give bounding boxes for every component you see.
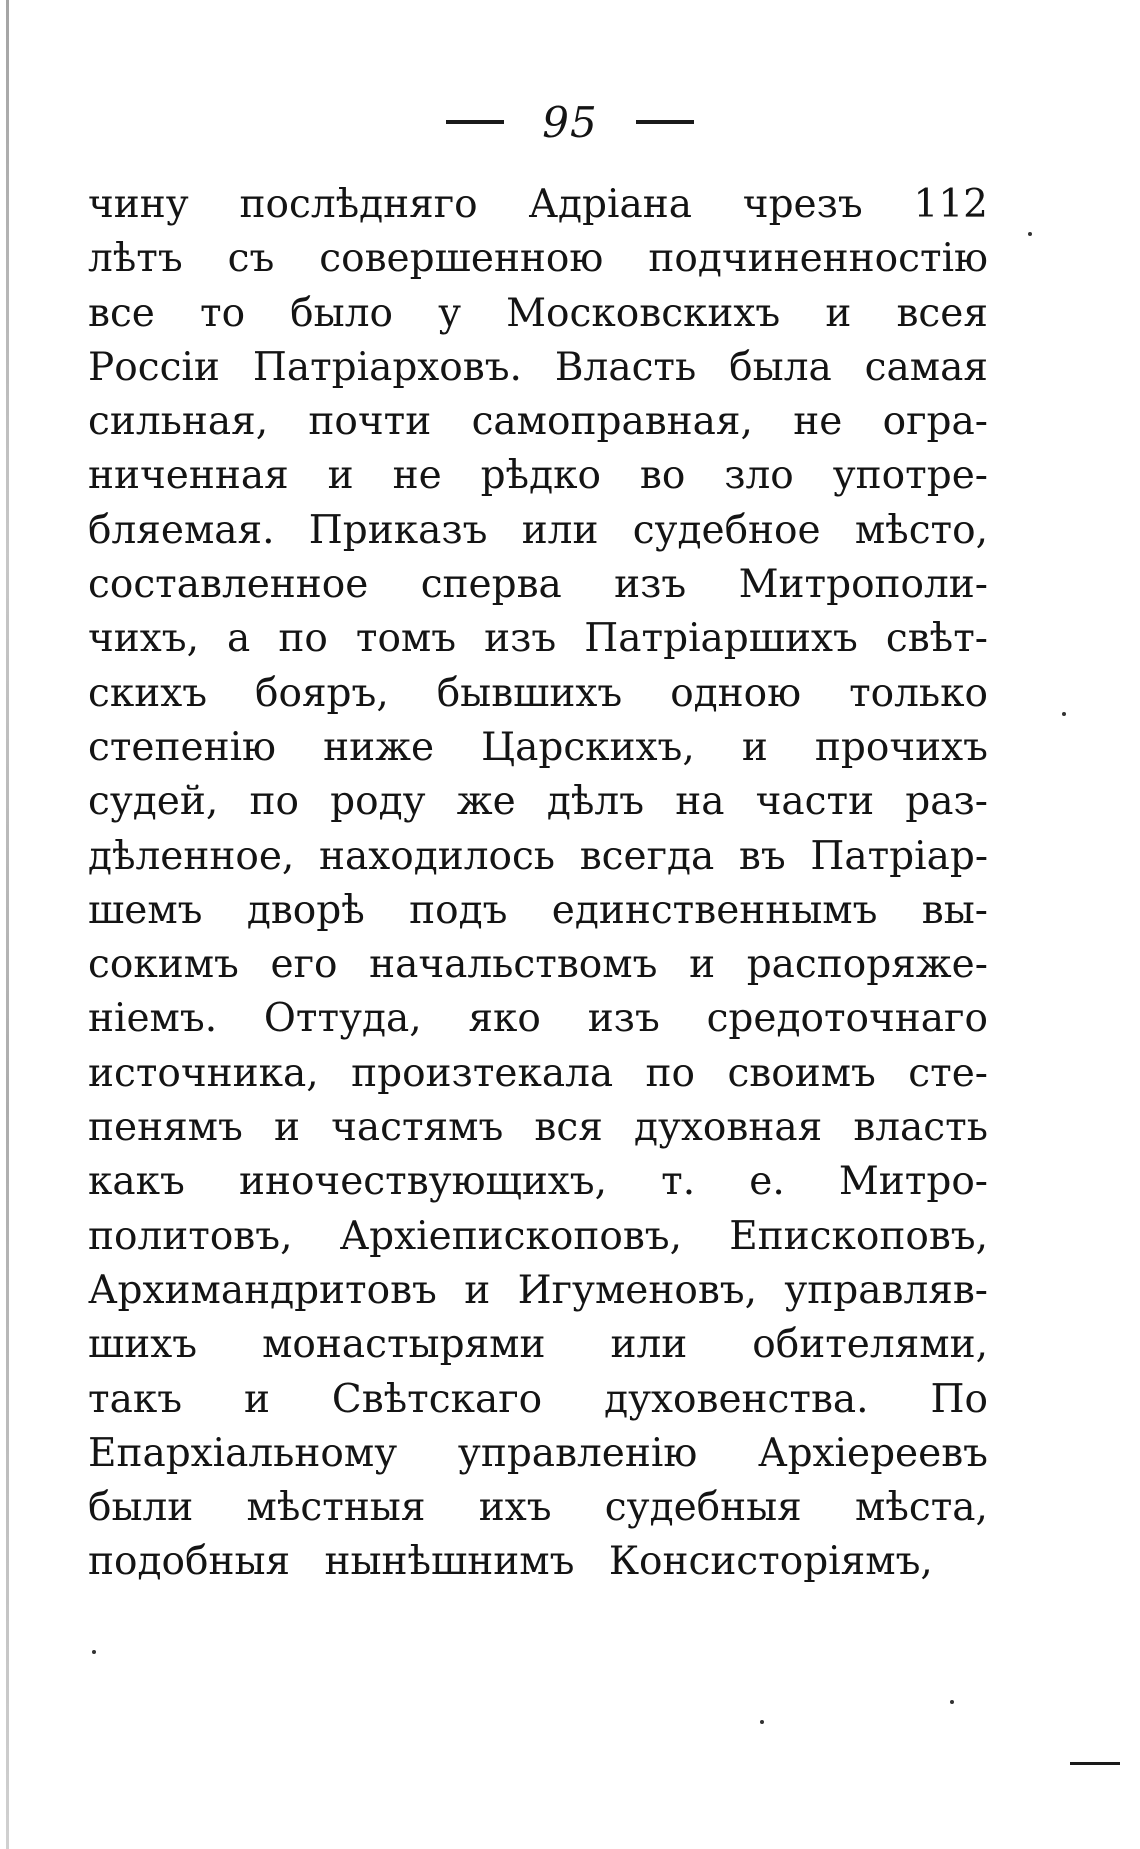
word: сте- <box>908 1050 988 1096</box>
word: судей, <box>88 779 219 825</box>
word: мѣсто, <box>854 507 988 553</box>
word: чрезъ <box>742 182 863 227</box>
word: чину <box>88 182 189 227</box>
text-line <box>88 558 988 612</box>
word: подъ <box>409 887 508 933</box>
word: е. <box>749 1159 785 1205</box>
word: огра- <box>882 399 988 445</box>
word: бывшихъ <box>436 670 623 716</box>
body-text <box>88 178 988 1590</box>
word: духовная <box>633 1105 823 1151</box>
word: по <box>249 779 299 825</box>
word: Митрополи- <box>738 562 988 608</box>
word: самая <box>864 344 988 390</box>
text-line <box>88 287 988 341</box>
word: своимъ <box>727 1050 876 1096</box>
header-dash-right <box>636 120 694 124</box>
word: подчиненностію <box>648 236 988 282</box>
word: политовъ, <box>88 1213 293 1259</box>
text-line <box>88 938 988 992</box>
word: монастырями <box>262 1322 546 1368</box>
word: Патріар- <box>810 833 988 879</box>
word: же <box>456 779 516 825</box>
word: свѣт- <box>885 616 988 662</box>
text-line <box>88 341 988 395</box>
word: дѣлъ <box>546 779 645 825</box>
word: самоправная, <box>471 399 753 445</box>
word: раз- <box>905 779 988 825</box>
word: а <box>227 616 251 662</box>
word: бояръ, <box>254 670 389 716</box>
word: одною <box>670 670 802 716</box>
word: степенію <box>88 724 276 770</box>
text-line <box>88 1318 988 1372</box>
text-line <box>88 178 988 232</box>
word: Патріарховъ. <box>252 344 522 390</box>
text-line <box>88 884 988 938</box>
word: Царскихъ, <box>481 724 695 770</box>
word: не <box>392 453 442 499</box>
word: сокимъ <box>88 942 239 988</box>
text-line <box>88 1481 988 1535</box>
word: во <box>639 453 686 499</box>
margin-dash-mark <box>1070 1762 1120 1765</box>
word: судебное <box>632 507 821 553</box>
word: по <box>278 616 328 662</box>
ink-speck <box>950 1700 954 1704</box>
word: средоточнаго <box>706 996 988 1042</box>
header-dash-left <box>446 120 504 124</box>
word: Игуменовъ, <box>517 1267 758 1313</box>
word: Архимандритовъ <box>88 1267 437 1313</box>
text-line <box>88 1264 988 1318</box>
text-line <box>88 395 988 449</box>
word: или <box>610 1322 688 1368</box>
word: Архіепископовъ, <box>339 1213 683 1259</box>
word: чихъ, <box>88 616 199 662</box>
word: изъ <box>587 996 660 1042</box>
text-line <box>88 1101 988 1155</box>
word: Митро- <box>838 1159 988 1205</box>
word: были <box>88 1485 194 1531</box>
word: вы- <box>921 887 988 933</box>
text-line <box>88 449 988 503</box>
word: у <box>438 290 462 336</box>
word: всея <box>896 290 988 336</box>
text-line <box>88 667 988 721</box>
word: Патріаршихъ <box>584 616 858 662</box>
word: все <box>88 290 155 336</box>
word: употре- <box>832 453 988 499</box>
word: лѣтъ <box>88 236 183 282</box>
text-line <box>88 1155 988 1209</box>
word: власть <box>853 1105 988 1151</box>
word: мѣстныя <box>246 1485 426 1531</box>
text-line <box>88 1427 988 1481</box>
word: послѣдняго <box>239 182 478 227</box>
word: была <box>729 344 832 390</box>
word: и <box>327 453 354 499</box>
word: его <box>270 942 338 988</box>
word: обителями, <box>752 1322 988 1368</box>
word: и <box>243 1376 270 1422</box>
word: то <box>200 290 246 336</box>
text-line <box>88 1047 988 1101</box>
word: 112 <box>913 182 988 227</box>
word: Московскихъ <box>506 290 781 336</box>
word: томъ <box>355 616 457 662</box>
word: духовенства. <box>604 1376 869 1422</box>
word: пенямъ <box>88 1105 243 1151</box>
word: сильная, <box>88 399 269 445</box>
word: сперва <box>420 562 562 608</box>
word: управляв- <box>784 1267 988 1313</box>
text-line <box>88 504 988 558</box>
word: находилось <box>318 833 556 879</box>
word: изъ <box>614 562 687 608</box>
word: т. <box>661 1159 696 1205</box>
word: начальствомъ <box>369 942 658 988</box>
ink-speck <box>1062 712 1066 716</box>
page-edge-shadow <box>6 0 9 1849</box>
word: и <box>825 290 852 336</box>
word: Россіи <box>88 344 220 390</box>
text-line <box>88 830 988 884</box>
word: вся <box>534 1105 603 1151</box>
word: Оттуда, <box>263 996 422 1042</box>
word: единственнымъ <box>551 887 878 933</box>
word: части <box>755 779 875 825</box>
word: Архіереевъ <box>758 1430 988 1476</box>
text-line <box>88 1373 988 1427</box>
page-number: 95 <box>542 97 598 147</box>
word: и <box>741 724 768 770</box>
word: прочихъ <box>814 724 988 770</box>
word: шихъ <box>88 1322 198 1368</box>
ink-speck <box>92 1650 96 1654</box>
word: было <box>290 290 393 336</box>
word: съ <box>227 236 275 282</box>
text-line <box>88 612 988 666</box>
word: Епископовъ, <box>729 1213 988 1259</box>
word: въ <box>738 833 786 879</box>
word: и <box>273 1105 300 1151</box>
word: или <box>521 507 599 553</box>
word: какъ <box>88 1159 185 1205</box>
word: По <box>930 1376 988 1422</box>
word: такъ <box>88 1376 183 1422</box>
word: по <box>645 1050 696 1096</box>
word: ніемъ. <box>88 996 218 1042</box>
word: частямъ <box>331 1105 504 1151</box>
word: дворѣ <box>246 887 365 933</box>
word: произтекала <box>351 1050 614 1096</box>
text-line <box>88 1210 988 1264</box>
word: ниченная <box>88 453 289 499</box>
word: роду <box>330 779 426 825</box>
word: ниже <box>323 724 435 770</box>
word: составленное <box>88 562 369 608</box>
word: шемъ <box>88 887 203 933</box>
word: управленію <box>457 1430 698 1476</box>
word: бляемая. <box>88 507 275 553</box>
word: яко <box>468 996 541 1042</box>
word: источника, <box>88 1050 319 1096</box>
ink-speck <box>1028 232 1032 236</box>
word: изъ <box>484 616 557 662</box>
ink-speck <box>760 1720 764 1724</box>
word: только <box>849 670 988 716</box>
text-line <box>88 232 988 286</box>
text-line: подобныя нынѣшнимъ Консисторіямъ, <box>88 1539 933 1585</box>
word: судебныя <box>604 1485 802 1531</box>
word: Свѣтскаго <box>331 1376 543 1422</box>
word: Епархіальному <box>88 1430 398 1476</box>
word: и <box>689 942 716 988</box>
text-line <box>88 775 988 829</box>
page-header <box>0 92 1140 152</box>
word: скихъ <box>88 670 208 716</box>
word: Адріана <box>528 182 692 227</box>
word: почти <box>308 399 432 445</box>
word: рѣдко <box>480 453 601 499</box>
word: всегда <box>579 833 715 879</box>
word: зло <box>724 453 794 499</box>
text-line <box>88 992 988 1046</box>
word: Приказъ <box>308 507 488 553</box>
word: иночествующихъ, <box>238 1159 608 1205</box>
word: на <box>675 779 725 825</box>
word: совершенною <box>319 236 604 282</box>
word: Власть <box>554 344 697 390</box>
word: распоряже- <box>746 942 988 988</box>
text-line <box>88 721 988 775</box>
word: и <box>464 1267 491 1313</box>
word: ихъ <box>478 1485 552 1531</box>
word: не <box>793 399 843 445</box>
word: дѣленное, <box>88 833 295 879</box>
word: мѣста, <box>855 1485 988 1531</box>
